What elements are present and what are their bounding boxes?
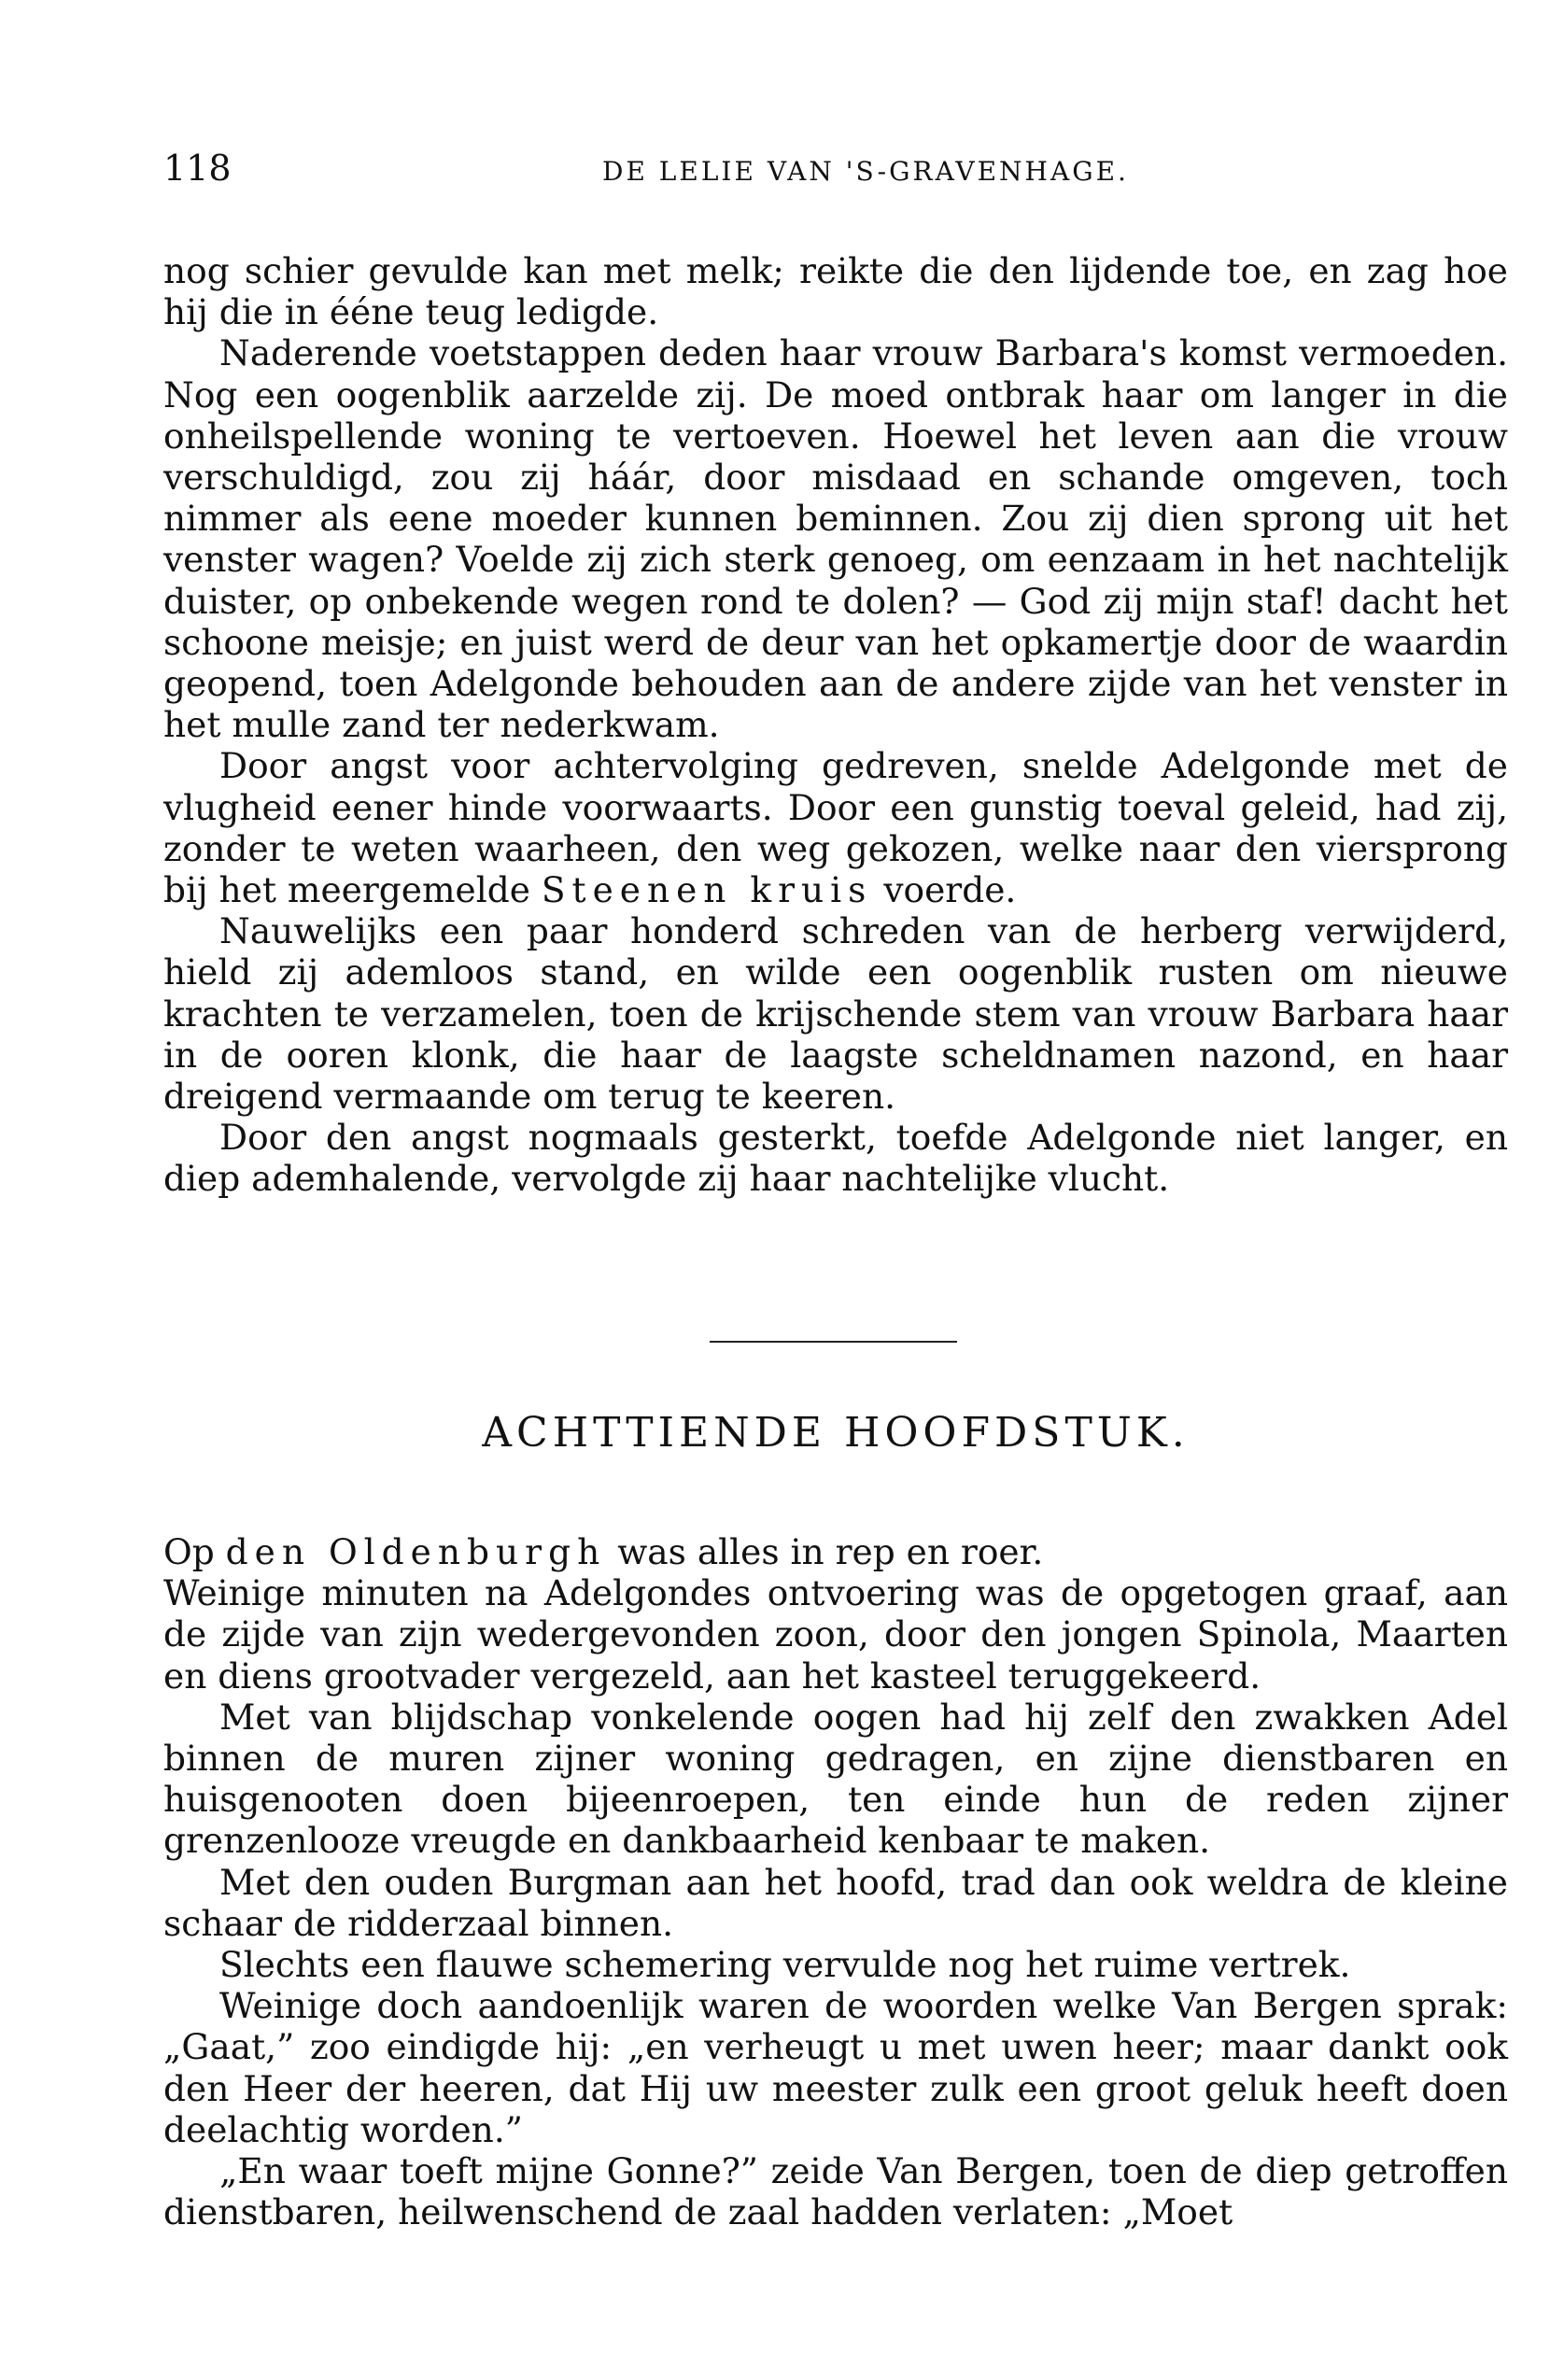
chapter-text-block xyxy=(163,1531,1508,2232)
paragraph: Nauwelijks een paar honderd schreden van de herberg verwijderd, hield zij ademloos stand, en wilde een oogenblik rusten om nieuwe krachten te verzamelen, toen de krijschende stem van vrouw Barbara haar in de ooren klonk, die haar de laagste scheldnamen nazond, en haar dreigend vermaande om terug te keeren. xyxy=(163,910,1508,1118)
paragraph xyxy=(163,1531,1508,1572)
paragraph: nog schier gevulde kan met melk; reikte die den lijdende toe, en zag hoe hij die in ééne teug ledigde. xyxy=(163,250,1508,333)
paragraph: Met den ouden Burgman aan het hoofd, trad dan ook weldra de kleine schaar de ridderzaal binnen. xyxy=(163,1861,1508,1944)
chapter-title: ACHTTIENDE HOOFDSTUK. xyxy=(482,1409,1190,1457)
paragraph: Met van blijdschap vonkelende oogen had hij zelf den zwakken Adel binnen de muren zijner woning gedragen, en zijne dienstbaren en huisgenooten doen bijeenroepen, ten einde hun de reden zijner grenzenlooze vreugde en dankbaarheid kenbaar te maken. xyxy=(163,1696,1508,1862)
paragraph-text: Op xyxy=(163,1531,226,1572)
paragraph: Weinige minuten na Adelgondes ontvoering was de opgetogen graaf, aan de zijde van zijn wedergevonden zoon, door den jongen Spinola, Maarten en diens grootvader vergezeld, aan het kasteel teruggekeerd. xyxy=(163,1572,1508,1697)
paragraph: Naderende voetstappen deden haar vrouw Barbara's komst vermoeden. Nog een oogenblik aarzelde zij. De moed ontbrak haar om langer in die onheilspellende woning te vertoeven. Hoewel het leven aan die vrouw verschuldigd, zou zij háár, door misdaad en schande omgeven, toch nimmer als eene moeder kunnen beminnen. Zou zij dien sprong uit het venster wagen? Voelde zij zich sterk genoeg, om eenzaam in het nachtelijk duister, op onbekende wegen rond te dolen? — God zij mijn staf! dacht het schoone meisje; en juist werd de deur van het opkamertje door de waardin geopend, toen Adelgonde behouden aan de andere zijde van het venster in het mulle zand ter nederkwam. xyxy=(163,332,1508,746)
spaced-emphasis: den Oldenburgh xyxy=(225,1531,607,1572)
paragraph: Slechts een flauwe schemering vervulde nog het ruime vertrek. xyxy=(219,1944,1351,1986)
paragraph: Door den angst nogmaals gesterkt, toefde Adelgonde niet langer, en diep ademhalende, vervolgde zij haar nachtelijke vlucht. xyxy=(163,1117,1508,1200)
section-divider xyxy=(710,1341,957,1343)
page-number: 118 xyxy=(163,148,232,189)
paragraph xyxy=(163,745,1508,910)
paragraph: „En waar toeft mijne Gonne?” zeide Van Bergen, toen de diep getroffen dienstbaren, heilwenschend de zaal hadden verlaten: „Moet xyxy=(163,2150,1508,2233)
spaced-emphasis: Steenen kruis xyxy=(541,869,873,911)
running-title: DE LELIE VAN 'S-GRAVENHAGE. xyxy=(602,156,1129,187)
paragraph-text: Door angst voor achtervolging gedreven, snelde Adelgonde met de vlugheid eener hinde voorwaarts. Door een gunstig toeval geleid, had zij, zonder te weten waarheen, den weg gekozen, welke naar den viersprong bij het meergemelde xyxy=(163,745,1508,911)
top-text-block xyxy=(163,250,1508,1200)
paragraph-text: was alles in rep en roer. xyxy=(606,1531,1044,1572)
page-header xyxy=(163,140,1508,196)
paragraph-text: voerde. xyxy=(872,869,1017,911)
paragraph: Weinige doch aandoenlijk waren de woorden welke Van Bergen sprak: „Gaat,” zoo eindigde hij: „en verheugt u met uwen heer; maar dankt ook den Heer der heeren, dat Hij uw meester zulk een groot geluk heeft doen deelachtig worden.” xyxy=(163,1985,1508,2150)
